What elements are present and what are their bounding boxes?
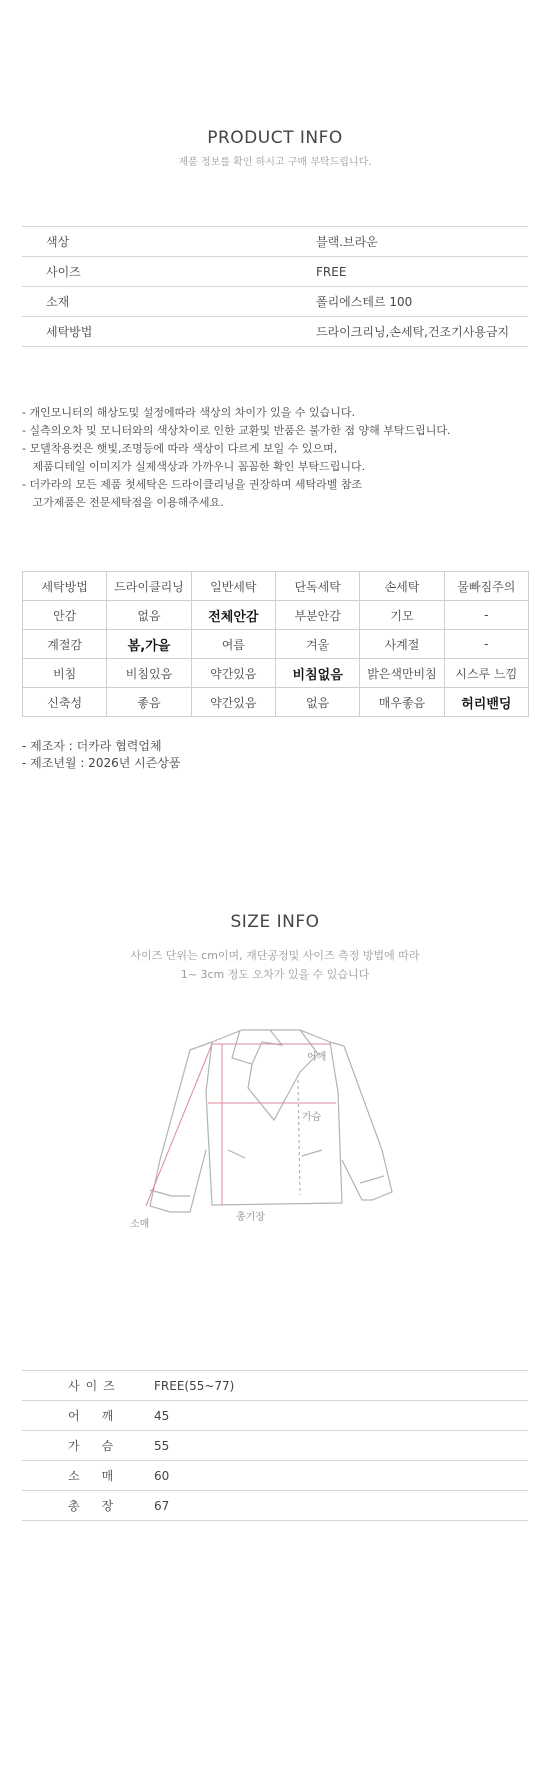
row-label-text: 가슴 bbox=[68, 1439, 136, 1453]
row-value: FREE bbox=[286, 257, 528, 287]
sleeve-label: 소매 bbox=[130, 1219, 150, 1230]
table-row bbox=[22, 317, 528, 347]
row-label bbox=[22, 1461, 154, 1491]
grid-cell: - bbox=[444, 630, 528, 659]
row-label: 사이즈 bbox=[22, 1371, 154, 1401]
grid-cell: 비침없음 bbox=[275, 659, 359, 688]
grid-row bbox=[23, 630, 529, 659]
row-label-text: 소매 bbox=[68, 1469, 136, 1483]
size-table bbox=[22, 1370, 528, 1521]
grid-cell: 전체안감 bbox=[191, 601, 275, 630]
row-value: 폴리에스테르 100 bbox=[286, 287, 528, 317]
row-label: 소재 bbox=[22, 287, 286, 317]
row-label: 사이즈 bbox=[22, 257, 286, 287]
grid-cell: 없음 bbox=[275, 688, 359, 717]
sleeve-line bbox=[146, 1044, 212, 1206]
grid-cell: 허리밴딩 bbox=[444, 688, 528, 717]
note-line: 제품디테일 이미지가 실제색상과 가까우니 꼼꼼한 확인 부탁드립니다. bbox=[22, 460, 366, 473]
table-row bbox=[22, 1401, 528, 1431]
grid-cell: 신축성 bbox=[23, 688, 107, 717]
grid-row bbox=[23, 601, 529, 630]
chest-label: 가슴 bbox=[302, 1112, 322, 1123]
table-row bbox=[22, 287, 528, 317]
note-line: - 모델착용컷은 햇빛,조명등에 따라 색상이 다르게 보일 수 있으며, bbox=[22, 442, 338, 455]
grid-cell: 약간있음 bbox=[191, 659, 275, 688]
table-row bbox=[22, 227, 528, 257]
grid-cell: 없음 bbox=[107, 601, 191, 630]
row-value: 60 bbox=[154, 1461, 528, 1491]
grid-cell: 좋음 bbox=[107, 688, 191, 717]
grid-cell: 겨울 bbox=[275, 630, 359, 659]
note-line: - 개인모니터의 해상도및 설정에따라 색상의 차이가 있을 수 있습니다. bbox=[22, 406, 355, 419]
grid-cell: 매우좋음 bbox=[360, 688, 444, 717]
product-info-table bbox=[22, 226, 528, 347]
grid-row bbox=[23, 688, 529, 717]
date-line: - 제조년월 : 2026년 시즌상품 bbox=[22, 756, 181, 770]
grid-cell: - bbox=[444, 601, 528, 630]
maker-line: - 제조자 : 더카라 협력업체 bbox=[22, 739, 162, 753]
grid-cell: 계절감 bbox=[23, 630, 107, 659]
table-row bbox=[22, 1431, 528, 1461]
note-line: - 실측의오차 및 모니터와의 색상차이로 인한 교환및 반품은 불가한 점 양해 부탁드립니다. bbox=[22, 424, 451, 437]
note-line: 고가제품은 전문세탁점을 이용해주세요. bbox=[22, 496, 224, 509]
table-row bbox=[22, 1461, 528, 1491]
row-label bbox=[22, 1431, 154, 1461]
jacket-diagram bbox=[0, 1000, 550, 1240]
product-info-subtitle: 제품 정보를 확인 하시고 구매 부탁드립니다. bbox=[178, 157, 372, 168]
note-line: - 더카라의 모든 제품 첫세탁은 드라이클리닝을 권장하며 세탁라벨 참조 bbox=[22, 478, 363, 491]
length-label: 총기장 bbox=[236, 1212, 265, 1223]
row-label bbox=[22, 1491, 154, 1521]
row-value: 드라이크리닝,손세탁,건조기사용금지 bbox=[286, 317, 528, 347]
grid-cell: 시스루 느낌 bbox=[444, 659, 528, 688]
size-info-subtitle-1: 사이즈 단위는 cm이며, 재단공정및 사이즈 측정 방법에 따라 bbox=[130, 949, 420, 962]
grid-cell: 약간있음 bbox=[191, 688, 275, 717]
grid-cell: 일반세탁 bbox=[191, 572, 275, 601]
grid-cell: 드라이클리닝 bbox=[107, 572, 191, 601]
grid-cell: 사계절 bbox=[360, 630, 444, 659]
row-label: 세탁방법 bbox=[22, 317, 286, 347]
grid-cell: 세탁방법 bbox=[23, 572, 107, 601]
grid-cell: 비침있음 bbox=[107, 659, 191, 688]
grid-cell: 손세탁 bbox=[360, 572, 444, 601]
row-label bbox=[22, 1401, 154, 1431]
grid-cell: 물빠짐주의 bbox=[444, 572, 528, 601]
row-label: 색상 bbox=[22, 227, 286, 257]
notes-block bbox=[22, 404, 532, 512]
row-value: 55 bbox=[154, 1431, 528, 1461]
grid-header-row bbox=[23, 572, 529, 601]
size-info-title: SIZE INFO bbox=[230, 912, 320, 932]
row-value: 블랙.브라운 bbox=[286, 227, 528, 257]
product-info-title: PRODUCT INFO bbox=[207, 128, 343, 148]
grid-cell: 안감 bbox=[23, 601, 107, 630]
row-value: FREE(55~77) bbox=[154, 1371, 528, 1401]
grid-cell: 여름 bbox=[191, 630, 275, 659]
row-label-text: 총장 bbox=[68, 1499, 136, 1513]
row-value: 45 bbox=[154, 1401, 528, 1431]
jacket-outline bbox=[150, 1030, 392, 1212]
table-row bbox=[22, 1371, 528, 1401]
meta-block bbox=[22, 738, 181, 772]
care-grid bbox=[22, 571, 529, 717]
shoulder-label: 어깨 bbox=[307, 1052, 327, 1063]
row-label-text: 어깨 bbox=[68, 1409, 136, 1423]
table-row bbox=[22, 257, 528, 287]
table-row bbox=[22, 1491, 528, 1521]
grid-cell: 부분안감 bbox=[275, 601, 359, 630]
row-value: 67 bbox=[154, 1491, 528, 1521]
grid-cell: 단독세탁 bbox=[275, 572, 359, 601]
grid-row bbox=[23, 659, 529, 688]
grid-cell: 봄,가을 bbox=[107, 630, 191, 659]
size-info-subtitle-2: 1~ 3cm 정도 오차가 있을 수 있습니다 bbox=[180, 968, 370, 981]
grid-cell: 비침 bbox=[23, 659, 107, 688]
measure-lines bbox=[146, 1044, 336, 1206]
grid-cell: 밝은색만비침 bbox=[360, 659, 444, 688]
grid-cell: 기모 bbox=[360, 601, 444, 630]
